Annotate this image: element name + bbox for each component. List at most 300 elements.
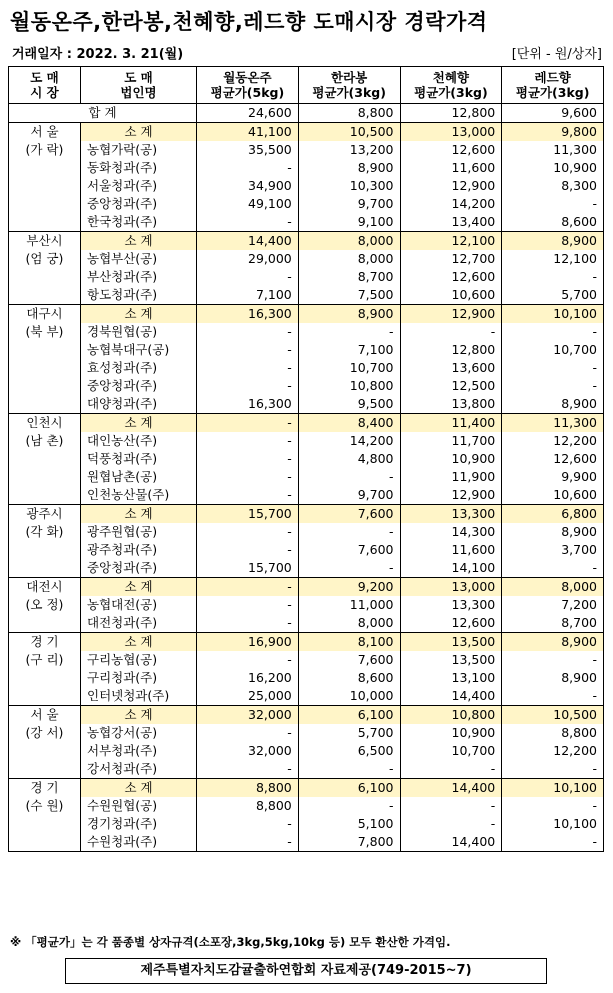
subtotal-row xyxy=(9,232,604,251)
corp-name: 중앙청과(주) xyxy=(81,377,197,395)
price-cell: 13,300 xyxy=(400,596,502,614)
price-cell: 14,400 xyxy=(400,779,502,798)
price-cell: - xyxy=(502,760,604,779)
table-row xyxy=(9,159,604,177)
market-cell xyxy=(9,614,81,633)
table-row xyxy=(9,760,604,779)
market-cell xyxy=(9,541,81,559)
table-row xyxy=(9,797,604,815)
market-name: 서 울 xyxy=(9,123,81,142)
subtotal-label: 소 계 xyxy=(81,305,197,324)
table-row xyxy=(9,359,604,377)
table-row xyxy=(9,486,604,505)
price-cell: 9,100 xyxy=(298,213,400,232)
header-col-3: 천혜향 평균가(3kg) xyxy=(400,67,502,104)
price-cell: - xyxy=(502,559,604,578)
price-cell: 10,700 xyxy=(298,359,400,377)
table-row xyxy=(9,669,604,687)
price-cell: - xyxy=(197,359,299,377)
subtotal-label: 소 계 xyxy=(81,414,197,433)
table-row xyxy=(9,742,604,760)
price-cell: - xyxy=(197,614,299,633)
price-cell: - xyxy=(298,760,400,779)
table-row xyxy=(9,341,604,359)
page-title: 월동온주,한라봉,천혜향,레드향 도매시장 경락가격 xyxy=(10,10,488,34)
price-cell: - xyxy=(400,760,502,779)
market-cell xyxy=(9,213,81,232)
price-cell: 11,300 xyxy=(502,414,604,433)
corp-name: 수원청과(주) xyxy=(81,833,197,852)
price-cell: - xyxy=(502,797,604,815)
price-cell: - xyxy=(502,268,604,286)
table-row xyxy=(9,250,604,268)
market-cell xyxy=(9,468,81,486)
price-cell: 35,500 xyxy=(197,141,299,159)
price-cell: 16,300 xyxy=(197,305,299,324)
table-row xyxy=(9,523,604,541)
price-cell: 49,100 xyxy=(197,195,299,213)
market-cell xyxy=(9,815,81,833)
table-row xyxy=(9,724,604,742)
price-cell: 8,600 xyxy=(502,213,604,232)
price-cell: 29,000 xyxy=(197,250,299,268)
price-cell: 6,800 xyxy=(502,505,604,524)
corp-name: 농협부산(공) xyxy=(81,250,197,268)
price-cell: 14,100 xyxy=(400,559,502,578)
price-cell: - xyxy=(197,486,299,505)
price-cell: 14,400 xyxy=(400,687,502,706)
price-cell: - xyxy=(298,468,400,486)
price-cell: 10,800 xyxy=(400,706,502,725)
price-cell: 8,000 xyxy=(298,614,400,633)
market-cell xyxy=(9,177,81,195)
subtotal-row xyxy=(9,633,604,652)
price-cell: 12,600 xyxy=(400,268,502,286)
price-cell: - xyxy=(197,450,299,468)
table-row xyxy=(9,614,604,633)
price-cell: 14,300 xyxy=(400,523,502,541)
price-cell: 11,600 xyxy=(400,541,502,559)
price-cell: 10,500 xyxy=(298,123,400,142)
header-col-2: 한라봉 평균가(3kg) xyxy=(298,67,400,104)
price-cell: - xyxy=(502,687,604,706)
price-cell: - xyxy=(298,523,400,541)
price-cell: 12,600 xyxy=(400,614,502,633)
subtotal-label: 소 계 xyxy=(81,578,197,597)
corp-name: 동화청과(주) xyxy=(81,159,197,177)
market-name: 경 기 xyxy=(9,779,81,798)
price-cell: 9,700 xyxy=(298,195,400,213)
price-cell: 11,900 xyxy=(400,468,502,486)
table-row xyxy=(9,377,604,395)
header-col-4: 레드향 평균가(3kg) xyxy=(502,67,604,104)
price-cell: 13,800 xyxy=(400,395,502,414)
price-cell: - xyxy=(197,432,299,450)
market-name: 광주시 xyxy=(9,505,81,524)
price-cell: 7,500 xyxy=(298,286,400,305)
price-cell: 10,500 xyxy=(502,706,604,725)
price-cell: 8,000 xyxy=(298,232,400,251)
table-row xyxy=(9,468,604,486)
price-cell: 10,700 xyxy=(400,742,502,760)
price-cell: - xyxy=(502,377,604,395)
price-cell: - xyxy=(502,833,604,852)
price-cell: 14,200 xyxy=(298,432,400,450)
price-cell: 11,300 xyxy=(502,141,604,159)
subtotal-label: 소 계 xyxy=(81,232,197,251)
price-cell: 8,000 xyxy=(502,578,604,597)
price-cell: 7,100 xyxy=(298,341,400,359)
price-cell: 25,000 xyxy=(197,687,299,706)
price-cell: 8,000 xyxy=(298,250,400,268)
market-area: (가 락) xyxy=(9,141,81,159)
price-cell: 10,600 xyxy=(502,486,604,505)
price-cell: 8,900 xyxy=(502,523,604,541)
price-cell: 7,200 xyxy=(502,596,604,614)
price-cell: 8,100 xyxy=(298,633,400,652)
corp-name: 대전청과(주) xyxy=(81,614,197,633)
price-cell: 10,900 xyxy=(400,450,502,468)
corp-name: 대인농산(주) xyxy=(81,432,197,450)
market-name: 부산시 xyxy=(9,232,81,251)
price-cell: 9,500 xyxy=(298,395,400,414)
subtotal-label: 소 계 xyxy=(81,706,197,725)
price-cell: 10,900 xyxy=(502,159,604,177)
market-cell xyxy=(9,687,81,706)
price-cell: 7,600 xyxy=(298,651,400,669)
table-row xyxy=(9,141,604,159)
price-cell: 9,900 xyxy=(502,468,604,486)
market-cell xyxy=(9,159,81,177)
price-cell: - xyxy=(298,559,400,578)
price-cell: - xyxy=(197,414,299,433)
price-cell: 10,600 xyxy=(400,286,502,305)
total-label: 합 계 xyxy=(9,104,197,123)
price-cell: 9,200 xyxy=(298,578,400,597)
corp-name: 구리청과(주) xyxy=(81,669,197,687)
market-name: 대구시 xyxy=(9,305,81,324)
price-cell: 12,200 xyxy=(502,432,604,450)
subtotal-row xyxy=(9,305,604,324)
total-value: 8,800 xyxy=(298,104,400,123)
trade-date: 거래일자 : 2022. 3. 21(월) xyxy=(12,47,184,62)
price-cell: - xyxy=(298,323,400,341)
market-cell xyxy=(9,450,81,468)
price-cell: 12,900 xyxy=(400,177,502,195)
price-cell: - xyxy=(197,651,299,669)
price-cell: 8,800 xyxy=(197,779,299,798)
total-value: 12,800 xyxy=(400,104,502,123)
table-row xyxy=(9,651,604,669)
price-cell: - xyxy=(197,523,299,541)
subtotal-row xyxy=(9,578,604,597)
subtotal-label: 소 계 xyxy=(81,123,197,142)
market-cell xyxy=(9,742,81,760)
price-cell: 13,100 xyxy=(400,669,502,687)
price-cell: 8,700 xyxy=(502,614,604,633)
corp-name: 경기청과(주) xyxy=(81,815,197,833)
market-area: (구 리) xyxy=(9,651,81,669)
price-cell: 5,700 xyxy=(298,724,400,742)
price-cell: 7,600 xyxy=(298,541,400,559)
table-row xyxy=(9,177,604,195)
table-row xyxy=(9,596,604,614)
price-cell: 32,000 xyxy=(197,742,299,760)
total-value: 9,600 xyxy=(502,104,604,123)
corp-name: 중앙청과(주) xyxy=(81,195,197,213)
price-cell: - xyxy=(502,651,604,669)
market-cell xyxy=(9,559,81,578)
market-area: (각 화) xyxy=(9,523,81,541)
header-market: 도 매 시 장 xyxy=(9,67,81,104)
table-body xyxy=(9,104,604,852)
price-cell: 3,700 xyxy=(502,541,604,559)
price-cell: - xyxy=(197,268,299,286)
price-cell: 12,200 xyxy=(502,742,604,760)
price-cell: 12,100 xyxy=(400,232,502,251)
corp-name: 경북원협(공) xyxy=(81,323,197,341)
price-cell: 12,500 xyxy=(400,377,502,395)
market-cell xyxy=(9,268,81,286)
price-cell: 4,800 xyxy=(298,450,400,468)
price-cell: 16,900 xyxy=(197,633,299,652)
price-cell: 13,300 xyxy=(400,505,502,524)
subtotal-row xyxy=(9,414,604,433)
price-cell: 11,000 xyxy=(298,596,400,614)
price-cell: 13,600 xyxy=(400,359,502,377)
price-cell: 14,400 xyxy=(400,833,502,852)
market-area: (강 서) xyxy=(9,724,81,742)
meta-row xyxy=(12,43,602,62)
corp-name: 인천농산물(주) xyxy=(81,486,197,505)
corp-name: 서부청과(주) xyxy=(81,742,197,760)
price-cell: 12,600 xyxy=(400,141,502,159)
price-cell: 5,700 xyxy=(502,286,604,305)
price-cell: - xyxy=(197,541,299,559)
price-cell: - xyxy=(298,797,400,815)
market-cell xyxy=(9,195,81,213)
price-cell: - xyxy=(400,815,502,833)
price-cell: 8,800 xyxy=(197,797,299,815)
price-cell: - xyxy=(502,195,604,213)
corp-name: 한국청과(주) xyxy=(81,213,197,232)
price-cell: - xyxy=(197,159,299,177)
price-cell: 12,900 xyxy=(400,305,502,324)
price-cell: 8,900 xyxy=(502,633,604,652)
price-cell: 6,100 xyxy=(298,779,400,798)
table-row xyxy=(9,450,604,468)
table-row xyxy=(9,432,604,450)
price-cell: 10,900 xyxy=(400,724,502,742)
corp-name: 광주청과(주) xyxy=(81,541,197,559)
table-row xyxy=(9,195,604,213)
price-cell: 10,100 xyxy=(502,305,604,324)
table-row xyxy=(9,541,604,559)
market-area: (남 촌) xyxy=(9,432,81,450)
table-row xyxy=(9,395,604,414)
corp-name: 인터넷청과(주) xyxy=(81,687,197,706)
corp-name: 구리농협(공) xyxy=(81,651,197,669)
price-cell: 8,900 xyxy=(298,305,400,324)
subtotal-label: 소 계 xyxy=(81,505,197,524)
table-row xyxy=(9,323,604,341)
market-cell xyxy=(9,395,81,414)
market-cell xyxy=(9,341,81,359)
market-name: 경 기 xyxy=(9,633,81,652)
corp-name: 항도청과(주) xyxy=(81,286,197,305)
price-cell: 15,700 xyxy=(197,559,299,578)
subtotal-row xyxy=(9,505,604,524)
market-cell xyxy=(9,669,81,687)
market-cell xyxy=(9,286,81,305)
price-cell: - xyxy=(197,468,299,486)
header-col-1: 월동온주 평균가(5kg) xyxy=(197,67,299,104)
price-cell: 8,700 xyxy=(298,268,400,286)
price-cell: 10,800 xyxy=(298,377,400,395)
price-cell: - xyxy=(197,724,299,742)
price-cell: 11,600 xyxy=(400,159,502,177)
price-cell: 12,600 xyxy=(502,450,604,468)
price-cell: 13,200 xyxy=(298,141,400,159)
price-cell: - xyxy=(197,341,299,359)
price-cell: 5,100 xyxy=(298,815,400,833)
price-cell: - xyxy=(400,797,502,815)
price-cell: 10,300 xyxy=(298,177,400,195)
corp-name: 대양청과(주) xyxy=(81,395,197,414)
price-cell: 8,800 xyxy=(502,724,604,742)
corp-name: 광주원협(공) xyxy=(81,523,197,541)
total-value: 24,600 xyxy=(197,104,299,123)
price-cell: 9,800 xyxy=(502,123,604,142)
corp-name: 수원원협(공) xyxy=(81,797,197,815)
price-cell: 16,200 xyxy=(197,669,299,687)
price-cell: - xyxy=(197,323,299,341)
price-cell: - xyxy=(197,833,299,852)
price-cell: 12,100 xyxy=(502,250,604,268)
table-row xyxy=(9,687,604,706)
price-cell: 7,100 xyxy=(197,286,299,305)
corp-name: 농협대전(공) xyxy=(81,596,197,614)
corp-name: 부산청과(주) xyxy=(81,268,197,286)
corp-name: 강서청과(주) xyxy=(81,760,197,779)
subtotal-row xyxy=(9,123,604,142)
header-row xyxy=(9,67,604,104)
price-cell: 8,400 xyxy=(298,414,400,433)
price-cell: - xyxy=(197,815,299,833)
header-corp: 도 매 법인명 xyxy=(81,67,197,104)
price-cell: 6,100 xyxy=(298,706,400,725)
price-cell: 13,400 xyxy=(400,213,502,232)
market-cell xyxy=(9,359,81,377)
price-cell: 8,300 xyxy=(502,177,604,195)
market-cell xyxy=(9,486,81,505)
price-cell: 12,800 xyxy=(400,341,502,359)
price-cell: 13,000 xyxy=(400,578,502,597)
corp-name: 중앙청과(주) xyxy=(81,559,197,578)
price-cell: - xyxy=(502,323,604,341)
price-cell: 7,600 xyxy=(298,505,400,524)
price-cell: 13,000 xyxy=(400,123,502,142)
market-area: (엄 궁) xyxy=(9,250,81,268)
price-table xyxy=(8,66,604,852)
market-area: (수 원) xyxy=(9,797,81,815)
footnote: ※ 「평균가」는 각 품종별 상자규격(소포장,3kg,5kg,10kg 등) 모두 환산한 가격임. xyxy=(10,935,451,949)
price-cell: - xyxy=(197,596,299,614)
table-row xyxy=(9,286,604,305)
price-cell: - xyxy=(400,323,502,341)
price-cell: 8,900 xyxy=(502,232,604,251)
price-cell: 14,200 xyxy=(400,195,502,213)
price-cell: 41,100 xyxy=(197,123,299,142)
price-cell: 8,900 xyxy=(502,395,604,414)
price-cell: 7,800 xyxy=(298,833,400,852)
corp-name: 덕풍청과(주) xyxy=(81,450,197,468)
table-row xyxy=(9,559,604,578)
market-area: (북 부) xyxy=(9,323,81,341)
subtotal-row xyxy=(9,779,604,798)
price-cell: 13,500 xyxy=(400,633,502,652)
price-cell: 13,500 xyxy=(400,651,502,669)
price-cell: 10,100 xyxy=(502,815,604,833)
price-cell: 8,600 xyxy=(298,669,400,687)
price-cell: - xyxy=(197,377,299,395)
price-cell: 32,000 xyxy=(197,706,299,725)
corp-name: 효성청과(주) xyxy=(81,359,197,377)
price-cell: - xyxy=(197,213,299,232)
price-cell: 8,900 xyxy=(298,159,400,177)
price-cell: 11,400 xyxy=(400,414,502,433)
market-cell xyxy=(9,377,81,395)
price-cell: 9,700 xyxy=(298,486,400,505)
corp-name: 농협가락(공) xyxy=(81,141,197,159)
market-name: 대전시 xyxy=(9,578,81,597)
price-cell: 10,100 xyxy=(502,779,604,798)
corp-name: 서울청과(주) xyxy=(81,177,197,195)
price-cell: 16,300 xyxy=(197,395,299,414)
price-cell: 12,900 xyxy=(400,486,502,505)
subtotal-label: 소 계 xyxy=(81,633,197,652)
table-row xyxy=(9,268,604,286)
market-cell xyxy=(9,760,81,779)
market-area: (오 정) xyxy=(9,596,81,614)
market-cell xyxy=(9,833,81,852)
price-cell: 11,700 xyxy=(400,432,502,450)
market-name: 인천시 xyxy=(9,414,81,433)
price-cell: 10,000 xyxy=(298,687,400,706)
price-cell: 8,900 xyxy=(502,669,604,687)
subtotal-row xyxy=(9,706,604,725)
unit-label: [단위 - 원/상자] xyxy=(511,47,602,62)
corp-name: 농협북대구(공) xyxy=(81,341,197,359)
price-cell: - xyxy=(197,578,299,597)
subtotal-label: 소 계 xyxy=(81,779,197,798)
corp-name: 농협강서(공) xyxy=(81,724,197,742)
price-cell: 6,500 xyxy=(298,742,400,760)
price-cell: 12,700 xyxy=(400,250,502,268)
market-name: 서 울 xyxy=(9,706,81,725)
price-cell: - xyxy=(197,760,299,779)
price-cell: - xyxy=(502,359,604,377)
table-row xyxy=(9,213,604,232)
table-row xyxy=(9,815,604,833)
price-cell: 10,700 xyxy=(502,341,604,359)
price-cell: 15,700 xyxy=(197,505,299,524)
price-cell: 34,900 xyxy=(197,177,299,195)
total-row xyxy=(9,104,604,123)
price-cell: 14,400 xyxy=(197,232,299,251)
table-row xyxy=(9,833,604,852)
source-credit: 제주특별자치도감귤출하연합회 자료제공(749-2015~7) xyxy=(65,958,547,984)
